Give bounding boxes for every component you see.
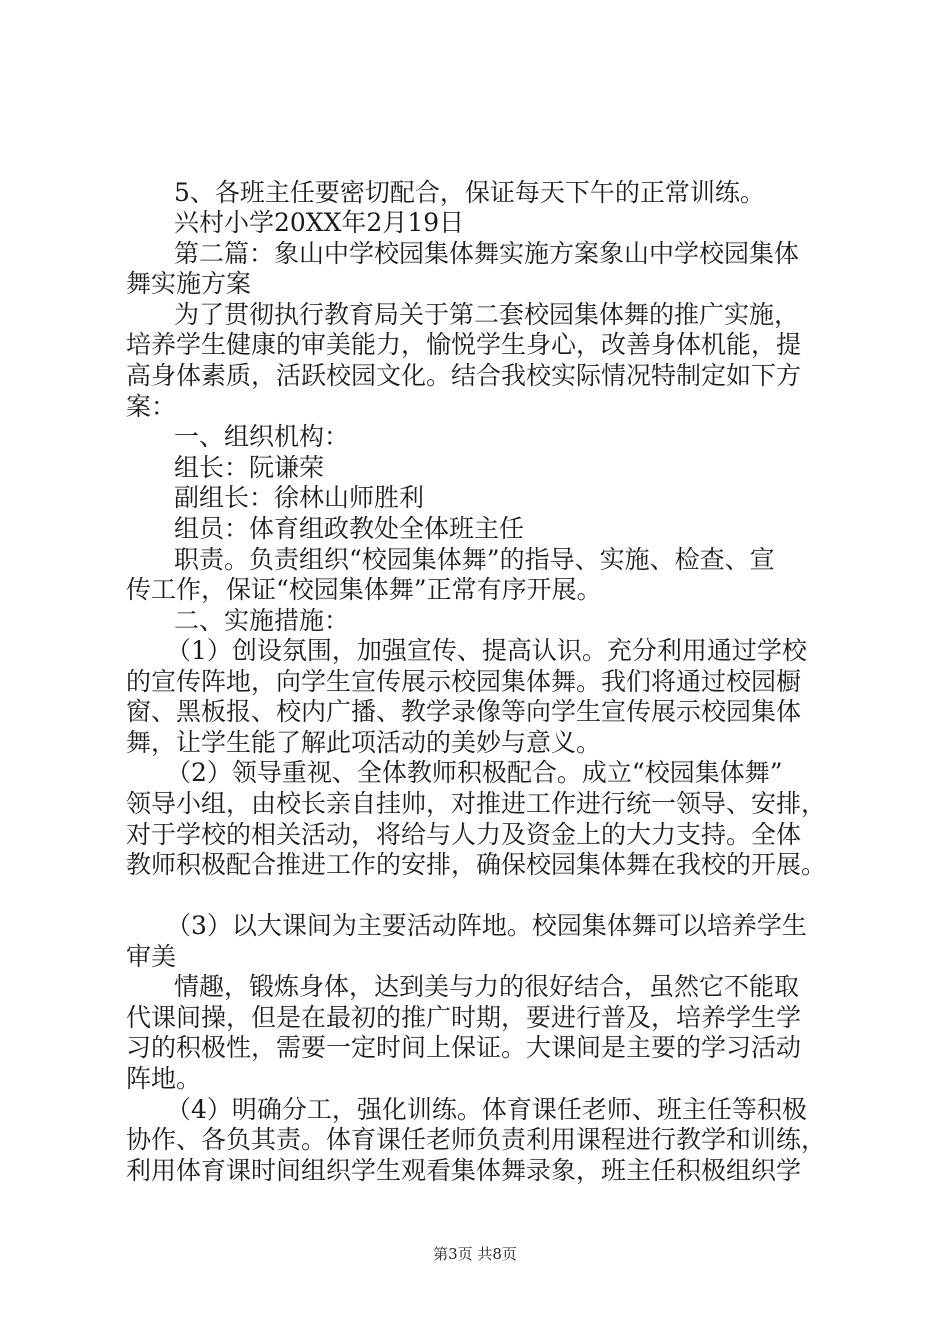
text-line: 舞，让学生能了解此项活动的美妙与意义。 xyxy=(126,728,602,757)
text-line: 培养学生健康的审美能力，愉悦学生身心，改善身体机能，提 xyxy=(126,330,802,359)
page-footer: 第3页 共8页 xyxy=(433,1245,517,1263)
text-line: 协作、各负其责。体育课任老师负责利用课程进行教学和训练， xyxy=(126,1125,827,1154)
text-line: 情趣，锻炼身体，达到美与力的很好结合，虽然它不能取 xyxy=(174,972,800,1001)
text-line: 教师积极配合推进工作的安排，确保校园集体舞在我校的开展。 xyxy=(126,850,827,879)
text-line: 组长：阮谦荣 xyxy=(174,453,325,482)
text-line: 职责。负责组织“校园集体舞”的指导、实施、检查、宣 xyxy=(174,545,775,574)
text-line: （4）明确分工，强化训练。体育课任老师、班主任等积极 xyxy=(166,1095,807,1124)
text-line: 高身体素质，活跃校园文化。结合我校实际情况特制定如下方 xyxy=(126,361,802,390)
text-line: 阵地。 xyxy=(126,1064,202,1093)
text-line: 审美 xyxy=(126,942,177,971)
text-line: 利用体育课时间组织学生观看集体舞录象，班主任积极组织学 xyxy=(126,1156,802,1185)
text-line: 习的积极性，需要一定时间上保证。大课间是主要的学习活动 xyxy=(126,1033,802,1062)
text-line: 副组长：徐林山师胜利 xyxy=(174,483,425,512)
text-line: 5、各班主任要密切配合，保证每天下午的正常训练。 xyxy=(174,178,765,207)
text-line: 为了贯彻执行教育局关于第二套校园集体舞的推广实施， xyxy=(174,300,800,329)
text-line: 舞实施方案 xyxy=(126,269,252,298)
text-line: 领导小组，由校长亲自挂帅，对推进工作进行统一领导、安排， xyxy=(126,789,827,818)
text-line: 一、组织机构： xyxy=(174,422,350,451)
text-line: （3）以大课间为主要活动阵地。校园集体舞可以培养学生 xyxy=(166,911,807,940)
text-line: 的宣传阵地，向学生宣传展示校园集体舞。我们将通过校园橱 xyxy=(126,667,802,696)
text-line: （1）创设氛围，加强宣传、提高认识。充分利用通过学校 xyxy=(166,636,807,665)
text-line: 二、实施措施： xyxy=(174,606,350,635)
text-line: 对于学校的相关活动，将给与人力及资金上的大力支持。全体 xyxy=(126,820,802,849)
text-line: 第二篇：象山中学校园集体舞实施方案象山中学校园集体 xyxy=(174,239,800,268)
text-line: （2）领导重视、全体教师积极配合。成立“校园集体舞” xyxy=(166,758,783,787)
text-line: 组员：体育组政教处全体班主任 xyxy=(174,514,525,543)
text-line: 案： xyxy=(126,392,177,421)
text-line: 窗、黑板报、校内广播、教学录像等向学生宣传展示校园集体 xyxy=(126,697,802,726)
text-line: 兴村小学20XX年2月19日 xyxy=(174,208,465,237)
text-line: 代课间操，但是在最初的推广时期，要进行普及，培养学生学 xyxy=(126,1003,802,1032)
text-line: 传工作，保证“校园集体舞”正常有序开展。 xyxy=(126,575,602,604)
